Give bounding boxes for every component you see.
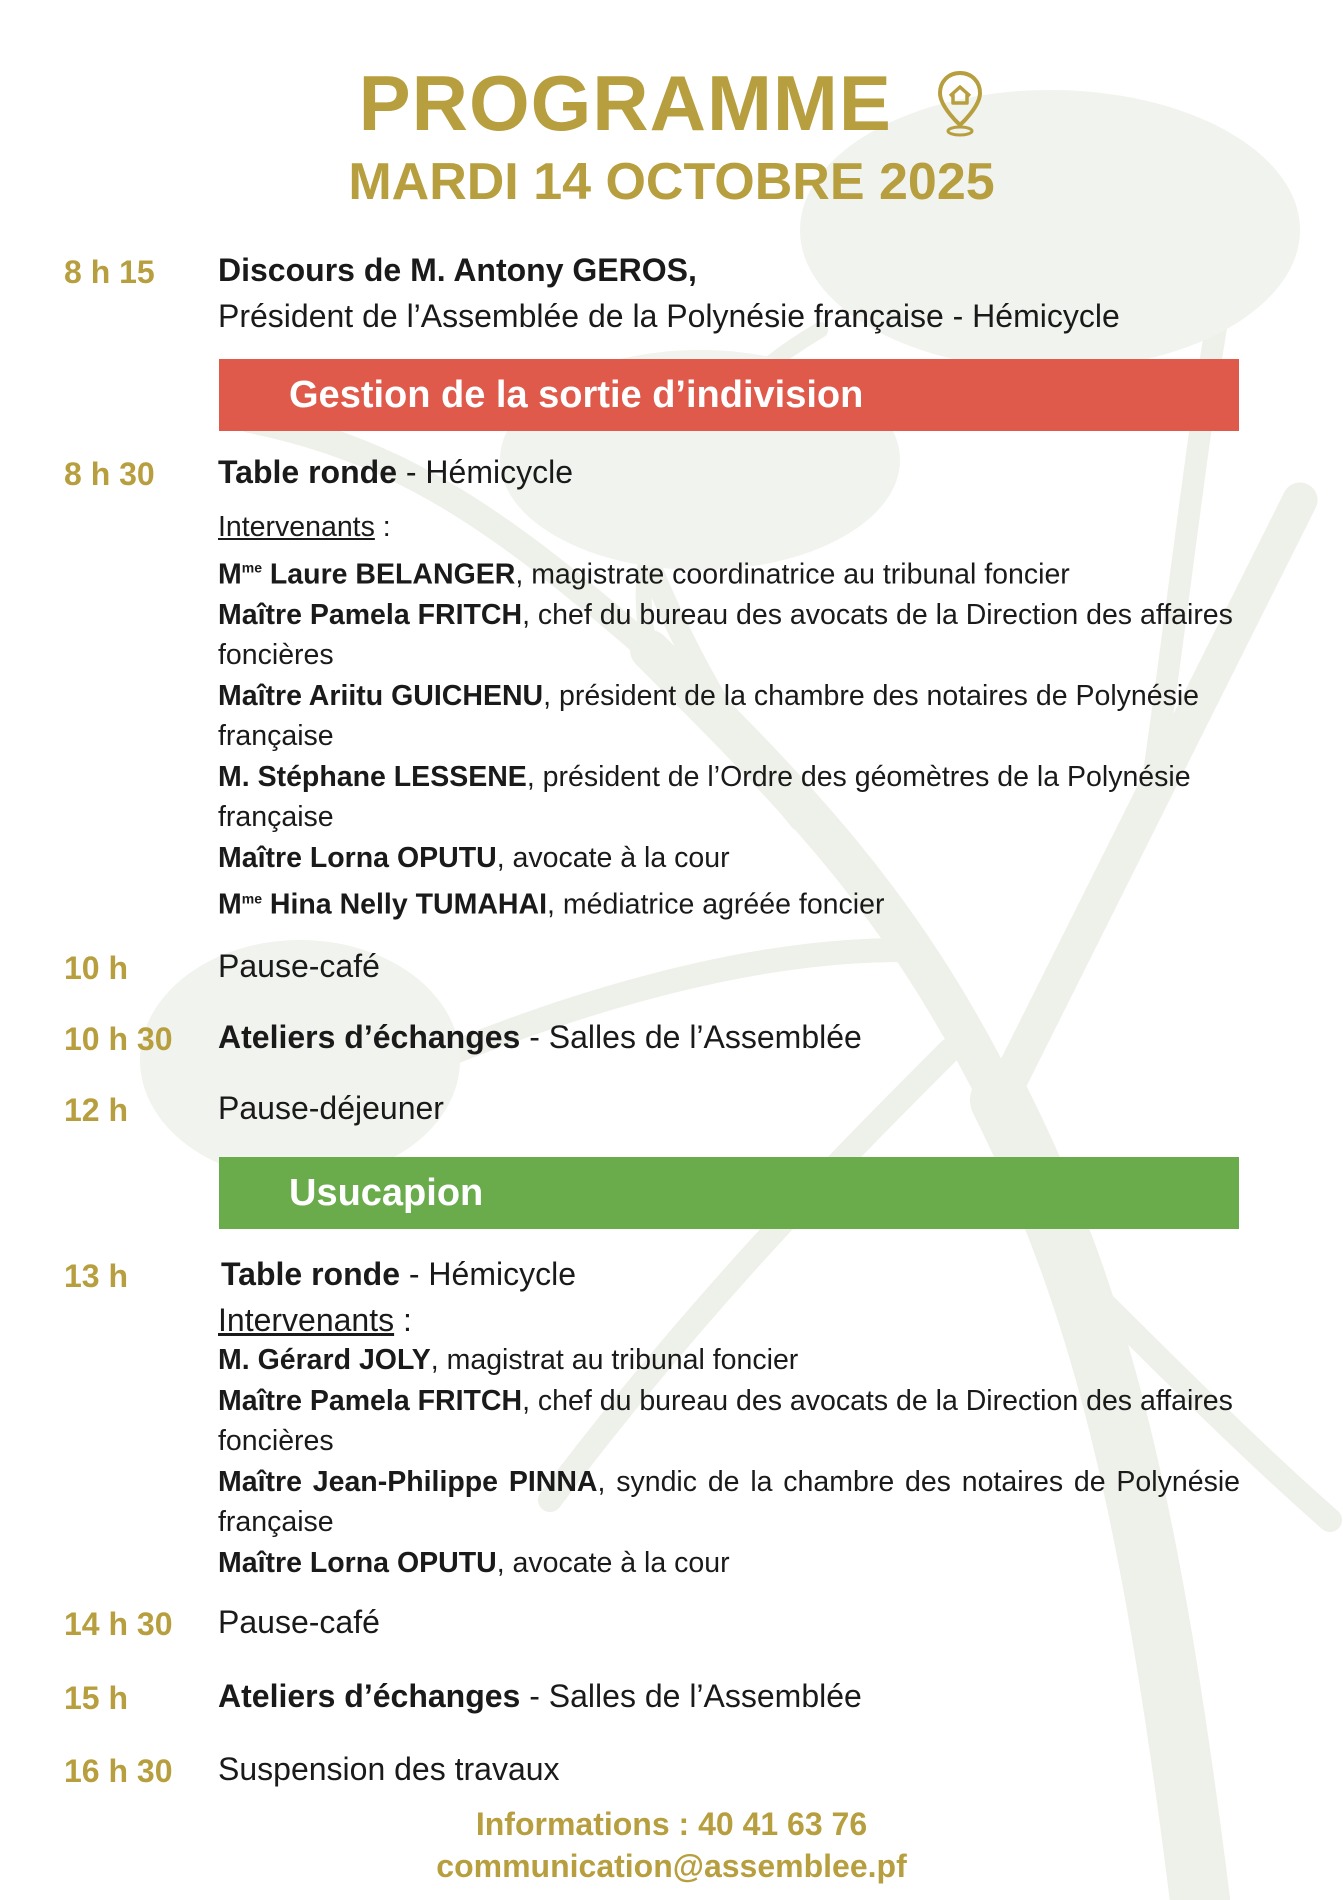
intervenants-label: Intervenants : [218, 511, 391, 543]
speakers-list-2 [218, 1300, 1240, 1583]
event-date: MARDI 14 OCTOBRE 2025 [348, 153, 995, 211]
item-time: 10 h [64, 950, 129, 986]
section-band-indivision [219, 359, 1239, 431]
item-time: 15 h [64, 1680, 129, 1716]
page-title: PROGRAMME [358, 59, 892, 147]
item-time: 10 h 30 [64, 1021, 173, 1057]
roundtable-1-time: 8 h 30 [64, 456, 155, 492]
intervenants-label: Intervenants : [218, 1302, 412, 1338]
speaker-item: M. Gérard JOLY, magistrat au tribunal foncier [218, 1344, 799, 1376]
roundtable-1-heading [218, 454, 573, 491]
speaker-item: $M^{me}$ Laure BELANGER, magistrate coordinatrice au tribunal foncier [218, 558, 1070, 590]
roundtable-place: - Hémicycle [399, 1256, 576, 1292]
roundtable-title: Table ronde [221, 1256, 400, 1292]
item-time: 12 h [64, 1092, 129, 1128]
section-band-usucapion [219, 1157, 1239, 1229]
opening-title [218, 252, 697, 289]
speaker-item: Maître Ariitu GUICHENU, président de la chambre des notaires de Polynésie française [218, 679, 1200, 752]
speaker-item: $M^{me}$ Hina Nelly TUMAHAI, médiatrice agréée foncier [218, 888, 885, 921]
location-pin-icon [936, 70, 984, 138]
speaker-item: Maître Pamela FRITCH, chef du bureau des avocats de la Direction des affaires foncières [218, 1384, 1233, 1457]
speaker-item: Maître Pamela FRITCH, chef du bureau des avocats de la Direction des affaires foncières [218, 598, 1233, 671]
speaker-item: Maître Jean-Philippe PINNA, syndic de la chambre des notaires de Polynésie française [218, 1465, 1240, 1538]
opening-time: 8 h 15 [64, 254, 155, 290]
speaker-item: Maître Lorna OPUTU, avocate à la cour [218, 841, 730, 874]
item-text: Pause-café [218, 1604, 380, 1640]
opening-subtitle: Président de l’Assemblée de la Polynésie française - Hémicycle [218, 298, 1120, 334]
section-label: Gestion de la sortie d’indivision [289, 374, 864, 416]
item-text: Pause-café [218, 948, 380, 984]
roundtable-title: Table ronde [218, 454, 397, 490]
roundtable-place: - Hémicycle [396, 454, 573, 490]
speakers-list-1 [218, 507, 1240, 925]
item-time: 16 h 30 [64, 1753, 173, 1789]
roundtable-2-time: 13 h [64, 1258, 129, 1294]
speaker-item: Maître Lorna OPUTU, avocate à la cour [218, 1546, 730, 1579]
item-text: Suspension des travaux [218, 1751, 560, 1787]
footer-email[interactable]: communication@assemblee.pf [436, 1848, 907, 1884]
speaker-item: M. Stéphane LESSENE, président de l’Ordre des géomètres de la Polynésie française [218, 760, 1191, 833]
opening-speaker: Discours de M. Antony GEROS, [218, 252, 697, 288]
roundtable-2-heading [221, 1256, 576, 1293]
header [0, 58, 1343, 149]
section-label: Usucapion [289, 1172, 484, 1214]
item-time: 14 h 30 [64, 1606, 173, 1642]
item-text: Ateliers d’échanges - Salles de l’Assemblée [218, 1019, 862, 1055]
item-text: Pause-déjeuner [218, 1090, 444, 1126]
item-text: Ateliers d’échanges - Salles de l’Assemblée [218, 1678, 862, 1714]
footer-phone: Informations : 40 41 63 76 [475, 1806, 868, 1842]
